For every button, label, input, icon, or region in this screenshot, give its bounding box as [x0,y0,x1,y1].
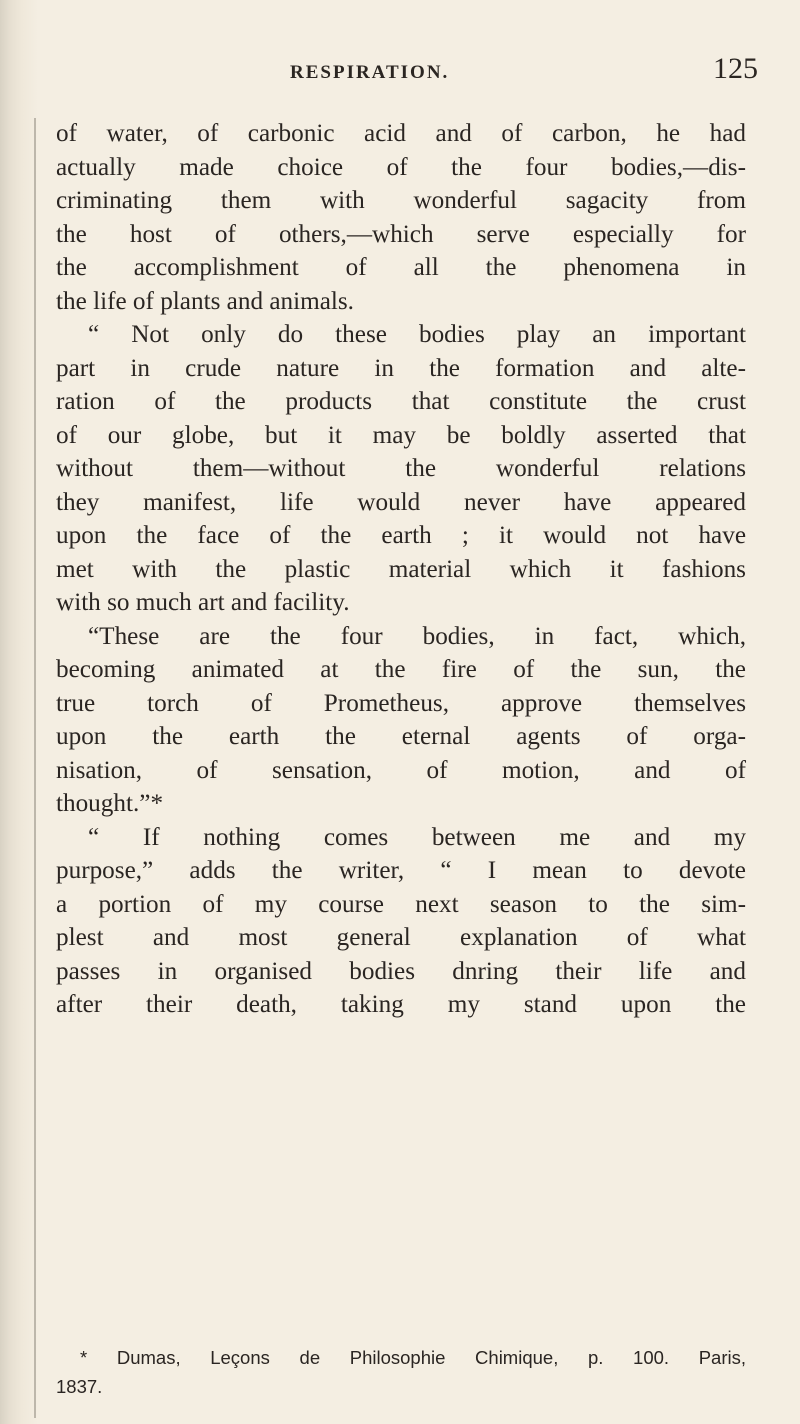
binding-edge [34,118,36,1418]
text-line: of our globe, but it may be boldly asserted that [56,421,746,449]
page-gutter-shadow [0,0,38,1424]
text-line: with so much art and facility. [56,589,350,616]
text-line: nisation, of sensation, of motion, and of [56,756,746,784]
footnote-line: * Dumas, Leçons de Philosophie Chimique, p. 100. Paris, [80,1347,746,1368]
text-line: upon the earth the eternal agents of orga- [56,723,746,750]
text-line: actually made choice of the four bodies,—dis- [56,153,746,181]
text-line: the life of plants and animals. [56,287,354,315]
text-line: of water, of carbonic acid and of carbon, he had [56,120,746,147]
page-number: 125 [713,52,758,85]
page-header [0,46,800,106]
text-line: true torch of Prometheus, approve themselves [56,689,746,717]
text-line: purpose,” adds the writer, “ I mean to devote [56,857,746,884]
text-line: upon the face of the earth ; it would not have [56,522,746,549]
footnote-line: 1837. [56,1376,103,1397]
text-line: they manifest, life would never have appeared [56,488,746,516]
running-head: RESPIRATION. [290,62,450,83]
text-line: met with the plastic material which it fashions [56,555,746,583]
footnote [56,1343,746,1401]
text-line: the accomplishment of all the phenomena in [56,254,746,281]
text-line: plest and most general explanation of what [56,924,746,951]
text-line: thought.”* [56,790,164,817]
text-line: criminating them with wonderful sagacity from [56,187,746,214]
text-line: without them—without the wonderful relations [56,455,746,482]
text-line: the host of others,—which serve especially for [56,220,746,248]
text-line: becoming animated at the fire of the sun, the [56,656,746,683]
text-line: part in crude nature in the formation and alte- [56,354,746,382]
text-line: a portion of my course next season to the sim- [56,890,746,918]
text-line: “ Not only do these bodies play an important [88,321,746,348]
text-line: ration of the products that constitute the crust [56,388,746,415]
body-text [56,117,746,1022]
text-line: passes in organised bodies dnring their life and [56,957,746,985]
text-line: “ If nothing comes between me and my [88,823,746,851]
text-line: “These are the four bodies, in fact, which, [88,622,746,650]
text-line: after their death, taking my stand upon the [56,991,746,1018]
